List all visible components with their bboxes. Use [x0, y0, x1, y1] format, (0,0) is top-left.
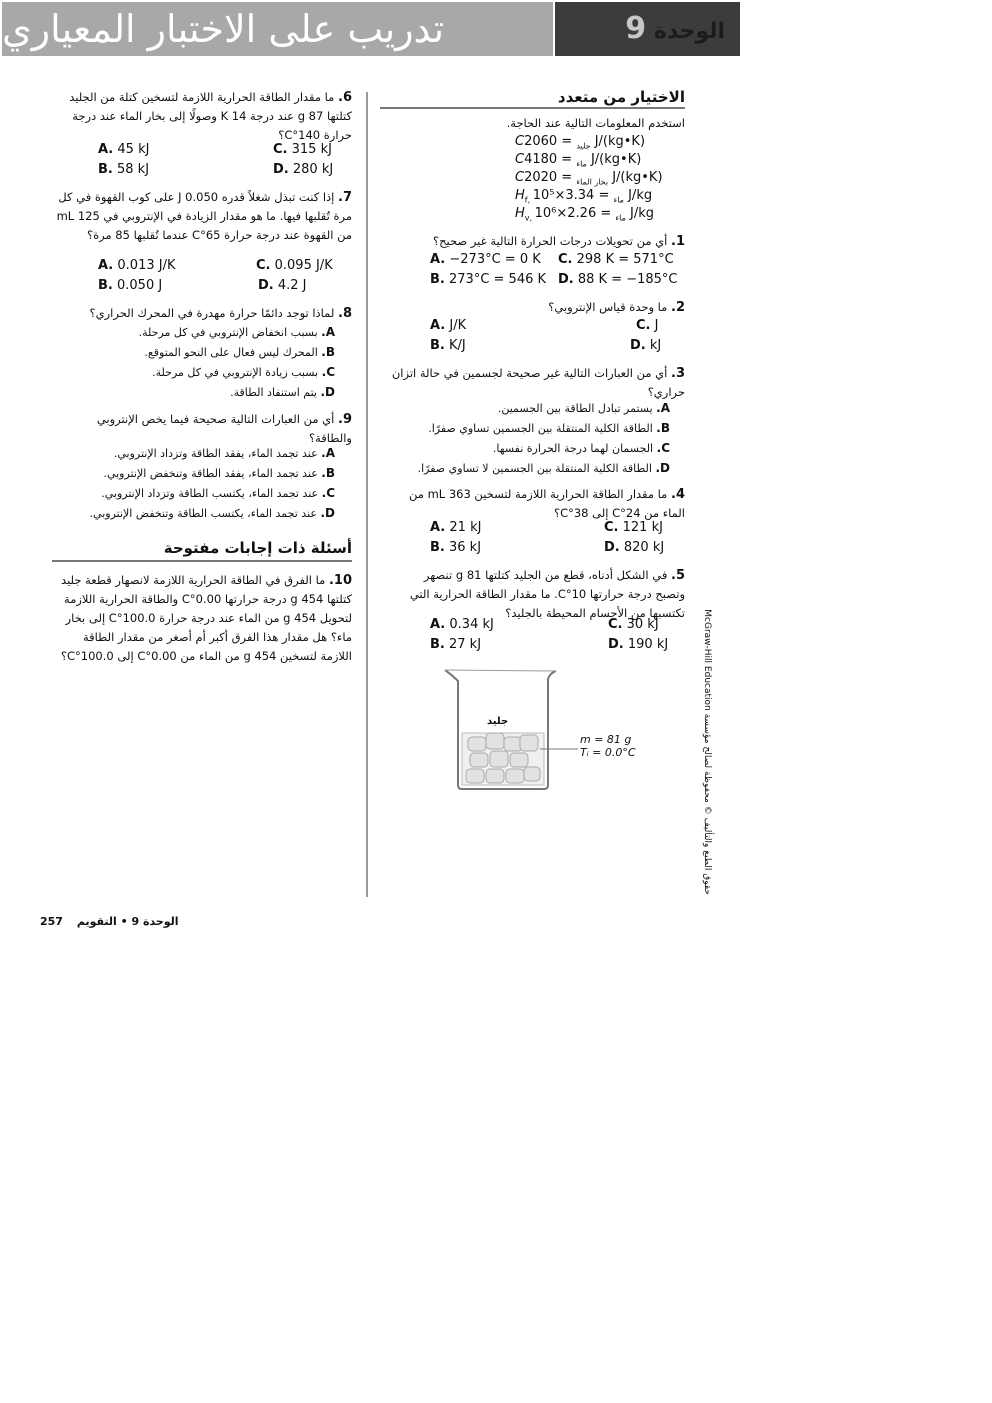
- question-number: 5.: [671, 568, 685, 583]
- option-7c[interactable]: [256, 258, 333, 273]
- column-divider: [366, 92, 368, 897]
- option-text: 88 K = −185°C: [577, 272, 678, 287]
- option-text: 0.050 J: [117, 278, 163, 293]
- ice-cube: [486, 733, 504, 749]
- question-9: [90, 410, 352, 448]
- footer-unit: الوحدة 9 • التقويم: [76, 915, 179, 928]
- option-5d[interactable]: [608, 637, 668, 652]
- option-letter: D.: [608, 637, 624, 652]
- option-text: 4.2 J: [277, 278, 307, 293]
- option-letter: D.: [655, 461, 670, 475]
- option-text: 0.34 kJ: [449, 617, 494, 632]
- option-letter: B.: [98, 278, 113, 293]
- option-text: يستمر تبادل الطاقة بين الجسمين.: [497, 402, 653, 415]
- option-letter: B.: [430, 540, 445, 555]
- option-letter: D.: [320, 506, 335, 520]
- option-text: 315 kJ: [291, 142, 332, 157]
- option-text: 280 kJ: [292, 162, 334, 177]
- option-letter: A.: [321, 325, 335, 339]
- option-text: 298 K = 571°C: [576, 252, 674, 267]
- option-4b[interactable]: [430, 540, 481, 555]
- option-2a[interactable]: [430, 318, 466, 333]
- option-text: عند تجمد الماء، يفقد الطاقة وتنخفض الإنتروبي.: [103, 467, 318, 480]
- ice-cube: [506, 769, 524, 783]
- footer: [40, 915, 179, 928]
- option-text: 190 kJ: [627, 637, 669, 652]
- section-rule-mc: [380, 107, 685, 109]
- option-6c[interactable]: [273, 142, 332, 157]
- option-letter: A.: [430, 520, 446, 535]
- option-letter: C.: [608, 617, 623, 632]
- question-text: ما الفرق في الطاقة الحرارية اللازمة لانصهار قطعة جليد كتلتها 454 g درجة حرارتها 0.00°C والطاقة الحرارية اللازمة لتحويل 454 g من الماء عند درجة حرارة 100.0°C إلى بخار ماء؟ هل مقدار هذا الفرق أكبر أم أصغر من مقدار الطاقة اللازمة لتسخين 454 g من الماء من 0.00°C إلى 100.0°C؟: [60, 573, 352, 663]
- option-6b[interactable]: [98, 162, 149, 177]
- option-text: 0.095 J/K: [274, 258, 333, 273]
- option-8d[interactable]: [80, 385, 335, 399]
- option-7a[interactable]: [98, 258, 175, 273]
- option-5c[interactable]: [608, 617, 659, 632]
- question-text: ما مقدار الطاقة الحرارية اللازمة لتسخين كتلة من الجليد كتلتها 87 g عند درجة 14 K وصولًا إلى بخار الماء عند درجة حرارة 140°C؟: [69, 90, 352, 142]
- option-8c[interactable]: [80, 365, 335, 379]
- option-5a[interactable]: [430, 617, 494, 632]
- option-2d[interactable]: [630, 338, 661, 353]
- section-title-open: أسئلة ذات إجابات مفتوحة: [163, 539, 352, 557]
- formula-sub: v, ماء: [524, 213, 626, 223]
- option-letter: D.: [558, 272, 574, 287]
- option-text: 273°C = 546 K: [449, 272, 547, 287]
- option-letter: A.: [656, 401, 670, 415]
- option-1d[interactable]: [558, 272, 678, 287]
- option-letter: C.: [604, 520, 619, 535]
- formula-value: = 2020 J/(kg•K): [524, 170, 663, 185]
- option-letter: B.: [98, 162, 113, 177]
- option-3b[interactable]: [400, 421, 670, 435]
- question-text: ما مقدار الطاقة الحرارية اللازمة لتسخين 363 mL من الماء من 24°C إلى 38°C؟: [408, 487, 685, 520]
- question-7: [52, 188, 352, 245]
- question-5: [395, 566, 685, 623]
- option-7d[interactable]: [258, 278, 307, 293]
- section-title-mc: الاختيار من متعدد: [557, 88, 685, 106]
- option-text: 121 kJ: [622, 520, 663, 535]
- formula-value: = 2.26×10⁶ J/kg: [534, 206, 655, 221]
- option-letter: A.: [98, 258, 114, 273]
- question-10: [50, 571, 352, 666]
- question-number: 1.: [671, 234, 685, 249]
- formula-c-steam: C $_{بخار الماء}$ = 2020 J/(kg•K): [515, 170, 663, 187]
- option-1b[interactable]: [430, 272, 546, 287]
- question-number: 9.: [338, 412, 352, 427]
- option-letter: C.: [273, 142, 288, 157]
- question-3: [390, 364, 685, 402]
- ice-cube: [510, 753, 528, 767]
- option-letter: C.: [321, 365, 335, 379]
- option-letter: A.: [98, 142, 114, 157]
- question-number: 7.: [338, 190, 352, 205]
- option-3c[interactable]: [400, 441, 670, 455]
- option-letter: C.: [321, 486, 335, 500]
- option-8a[interactable]: [80, 325, 335, 339]
- option-text: 45 kJ: [117, 142, 150, 157]
- option-text: الطاقة الكلية المنتقلة بين الجسمين لا تساوي صفرًا.: [417, 462, 652, 475]
- option-6d[interactable]: [273, 162, 333, 177]
- question-text: لماذا توجد دائمًا حرارة مهدرة في المحرك الحراري؟: [89, 306, 335, 320]
- question-6: [52, 88, 352, 145]
- copyright-side-text: حقوق الطبع والتأليف © محفوظة لصالح مؤسسة McGraw-Hill Education: [702, 609, 712, 895]
- option-text: الجسمان لهما درجة الحرارة نفسها.: [492, 442, 654, 455]
- option-4d[interactable]: [604, 540, 664, 555]
- option-letter: A.: [321, 446, 335, 460]
- question-text: أي من العبارات التالية صحيحة فيما يخص الإنتروبي والطاقة؟: [96, 412, 352, 445]
- option-text: يتم استنفاد الطاقة.: [230, 386, 317, 399]
- formula-value: = 3.34×10⁵ J/kg: [532, 188, 653, 203]
- unit-label: [575, 2, 725, 56]
- beaker-rim: [445, 670, 556, 671]
- option-4c[interactable]: [604, 520, 663, 535]
- option-letter: D.: [630, 338, 646, 353]
- ice-cube: [490, 751, 508, 767]
- ice-cube: [486, 769, 504, 783]
- beaker-figure: [440, 665, 660, 795]
- option-text: 820 kJ: [623, 540, 665, 555]
- option-text: 58 kJ: [117, 162, 150, 177]
- formula-value: = 4180 J/(kg•K): [524, 152, 642, 167]
- option-1a[interactable]: [430, 252, 541, 267]
- option-text: 21 kJ: [449, 520, 482, 535]
- option-letter: C.: [256, 258, 271, 273]
- section-rule-open: [52, 560, 352, 562]
- option-9c[interactable]: [60, 486, 335, 500]
- option-text: بسبب زيادة الإنتروبي في كل مرحلة.: [152, 366, 319, 379]
- option-text: 36 kJ: [449, 540, 482, 555]
- option-letter: B.: [656, 421, 670, 435]
- option-7b[interactable]: [98, 278, 162, 293]
- question-text: في الشكل أدناه، قطع من الجليد كتلتها 81 g تنصهر وتصبح درجة حرارتها 10°C. ما مقدار الطاقة الحرارية التي تكتسبها من الأجسام المحيطة بالجليد؟: [409, 568, 685, 620]
- temp-label: Tᵢ = 0.0°C: [580, 746, 636, 759]
- question-4: [400, 485, 685, 523]
- ice-cube: [468, 737, 486, 751]
- option-4a[interactable]: [430, 520, 481, 535]
- ice-label: جليد: [487, 716, 509, 727]
- formula-c-ice: C $_{جليد}$ = 2060 J/(kg•K): [515, 134, 646, 151]
- ice-cube: [524, 767, 540, 781]
- ice-cube: [470, 753, 488, 767]
- page-number: 257: [40, 915, 63, 928]
- question-number: 6.: [338, 90, 352, 105]
- option-3d[interactable]: [400, 461, 670, 475]
- option-text: المحرك ليس فعال على النحو المتوقع.: [144, 346, 318, 359]
- option-text: الطاقة الكلية المنتقلة بين الجسمين تساوي صفرًا.: [428, 422, 653, 435]
- formula-sub: بخار الماء: [576, 177, 609, 187]
- option-letter: B.: [430, 272, 445, 287]
- option-letter: D.: [604, 540, 620, 555]
- ice-cube: [466, 769, 484, 783]
- question-number: 3.: [671, 366, 685, 381]
- page-title: تدريب على الاختبار المعياري: [2, 7, 445, 51]
- option-letter: B.: [430, 637, 445, 652]
- option-text: بسبب انخفاض الإنتروبي في كل مرحلة.: [138, 326, 318, 339]
- option-text: عند تجمد الماء، يفقد الطاقة وتزداد الإنتروبي.: [113, 447, 318, 460]
- option-5b[interactable]: [430, 637, 481, 652]
- option-letter: B.: [321, 345, 335, 359]
- option-text: عند تجمد الماء، يكتسب الطاقة وتنخفض الإنتروبي.: [89, 507, 317, 520]
- ice-cube: [504, 737, 522, 751]
- formula-sub: f, ماء: [524, 195, 624, 205]
- formula-hf: $H_{f, ماء} = 3.34\times 10^5$ J/kg: [515, 188, 653, 205]
- question-1: [405, 232, 685, 251]
- question-2: [405, 298, 685, 317]
- question-text: إذا كنت تبذل شغلاً قدره 0.050 J على كوب القهوة في كل مرة تُقلبها فيها. ما هو مقدار الزيادة في الإنتروبي في 125 mL من القهوة عند درجة حرارة 65°C عندما تُقلبها 85 مرة؟: [56, 190, 352, 242]
- option-letter: B.: [430, 338, 445, 353]
- formula-sub: ماء: [576, 159, 587, 169]
- option-text: 0.013 J/K: [117, 258, 176, 273]
- option-text: K/J: [449, 338, 466, 353]
- option-letter: D.: [258, 278, 274, 293]
- question-number: 8.: [338, 306, 352, 321]
- option-text: J/K: [449, 318, 467, 333]
- option-letter: C.: [636, 318, 651, 333]
- question-text: أي من العبارات التالية غير صحيحة لجسمين في حالة اتزان حراري؟: [391, 366, 685, 399]
- option-text: عند تجمد الماء، يكتسب الطاقة وتزداد الإنتروبي.: [101, 487, 319, 500]
- option-9b[interactable]: [60, 466, 335, 480]
- option-letter: C.: [558, 252, 573, 267]
- question-text: أي من تحويلات درجات الحرارة التالية غير صحيح؟: [433, 234, 668, 248]
- question-text: ما وحدة قياس الإنتروبي؟: [548, 300, 668, 314]
- unit-number: 9: [625, 11, 647, 46]
- unit-word: الوحدة: [653, 19, 725, 44]
- option-text: −273°C = 0 K: [449, 252, 541, 267]
- formula-c-water: C $_{ماء}$ = 4180 J/(kg•K): [515, 152, 642, 169]
- mc-intro: استخدم المعلومات التالية عند الحاجة.: [506, 116, 685, 130]
- formula-value: = 2060 J/(kg•K): [524, 134, 646, 149]
- option-letter: A.: [430, 318, 446, 333]
- option-9a[interactable]: [60, 446, 335, 460]
- option-2c[interactable]: [636, 318, 658, 333]
- mass-label: m = 81 g: [580, 733, 632, 746]
- formula-sub: جليد: [576, 141, 591, 151]
- option-letter: A.: [430, 252, 446, 267]
- option-letter: A.: [430, 617, 446, 632]
- option-text: J: [654, 318, 659, 333]
- option-6a[interactable]: [98, 142, 149, 157]
- question-8: [52, 304, 352, 323]
- question-number: 2.: [671, 300, 685, 315]
- option-3a[interactable]: [400, 401, 670, 415]
- option-letter: C.: [656, 441, 670, 455]
- option-text: kJ: [649, 338, 662, 353]
- option-letter: D.: [273, 162, 289, 177]
- option-1c[interactable]: [558, 252, 674, 267]
- option-8b[interactable]: [80, 345, 335, 359]
- ice-cube: [520, 735, 538, 751]
- option-9d[interactable]: [60, 506, 335, 520]
- option-text: 27 kJ: [449, 637, 482, 652]
- formula-hv: $H_{v, ماء} = 2.26\times 10^6$ J/kg: [515, 206, 655, 223]
- option-text: 30 kJ: [626, 617, 659, 632]
- option-2b[interactable]: [430, 338, 466, 353]
- option-letter: B.: [321, 466, 335, 480]
- question-number: 10.: [328, 573, 352, 588]
- question-number: 4.: [671, 487, 685, 502]
- option-letter: D.: [320, 385, 335, 399]
